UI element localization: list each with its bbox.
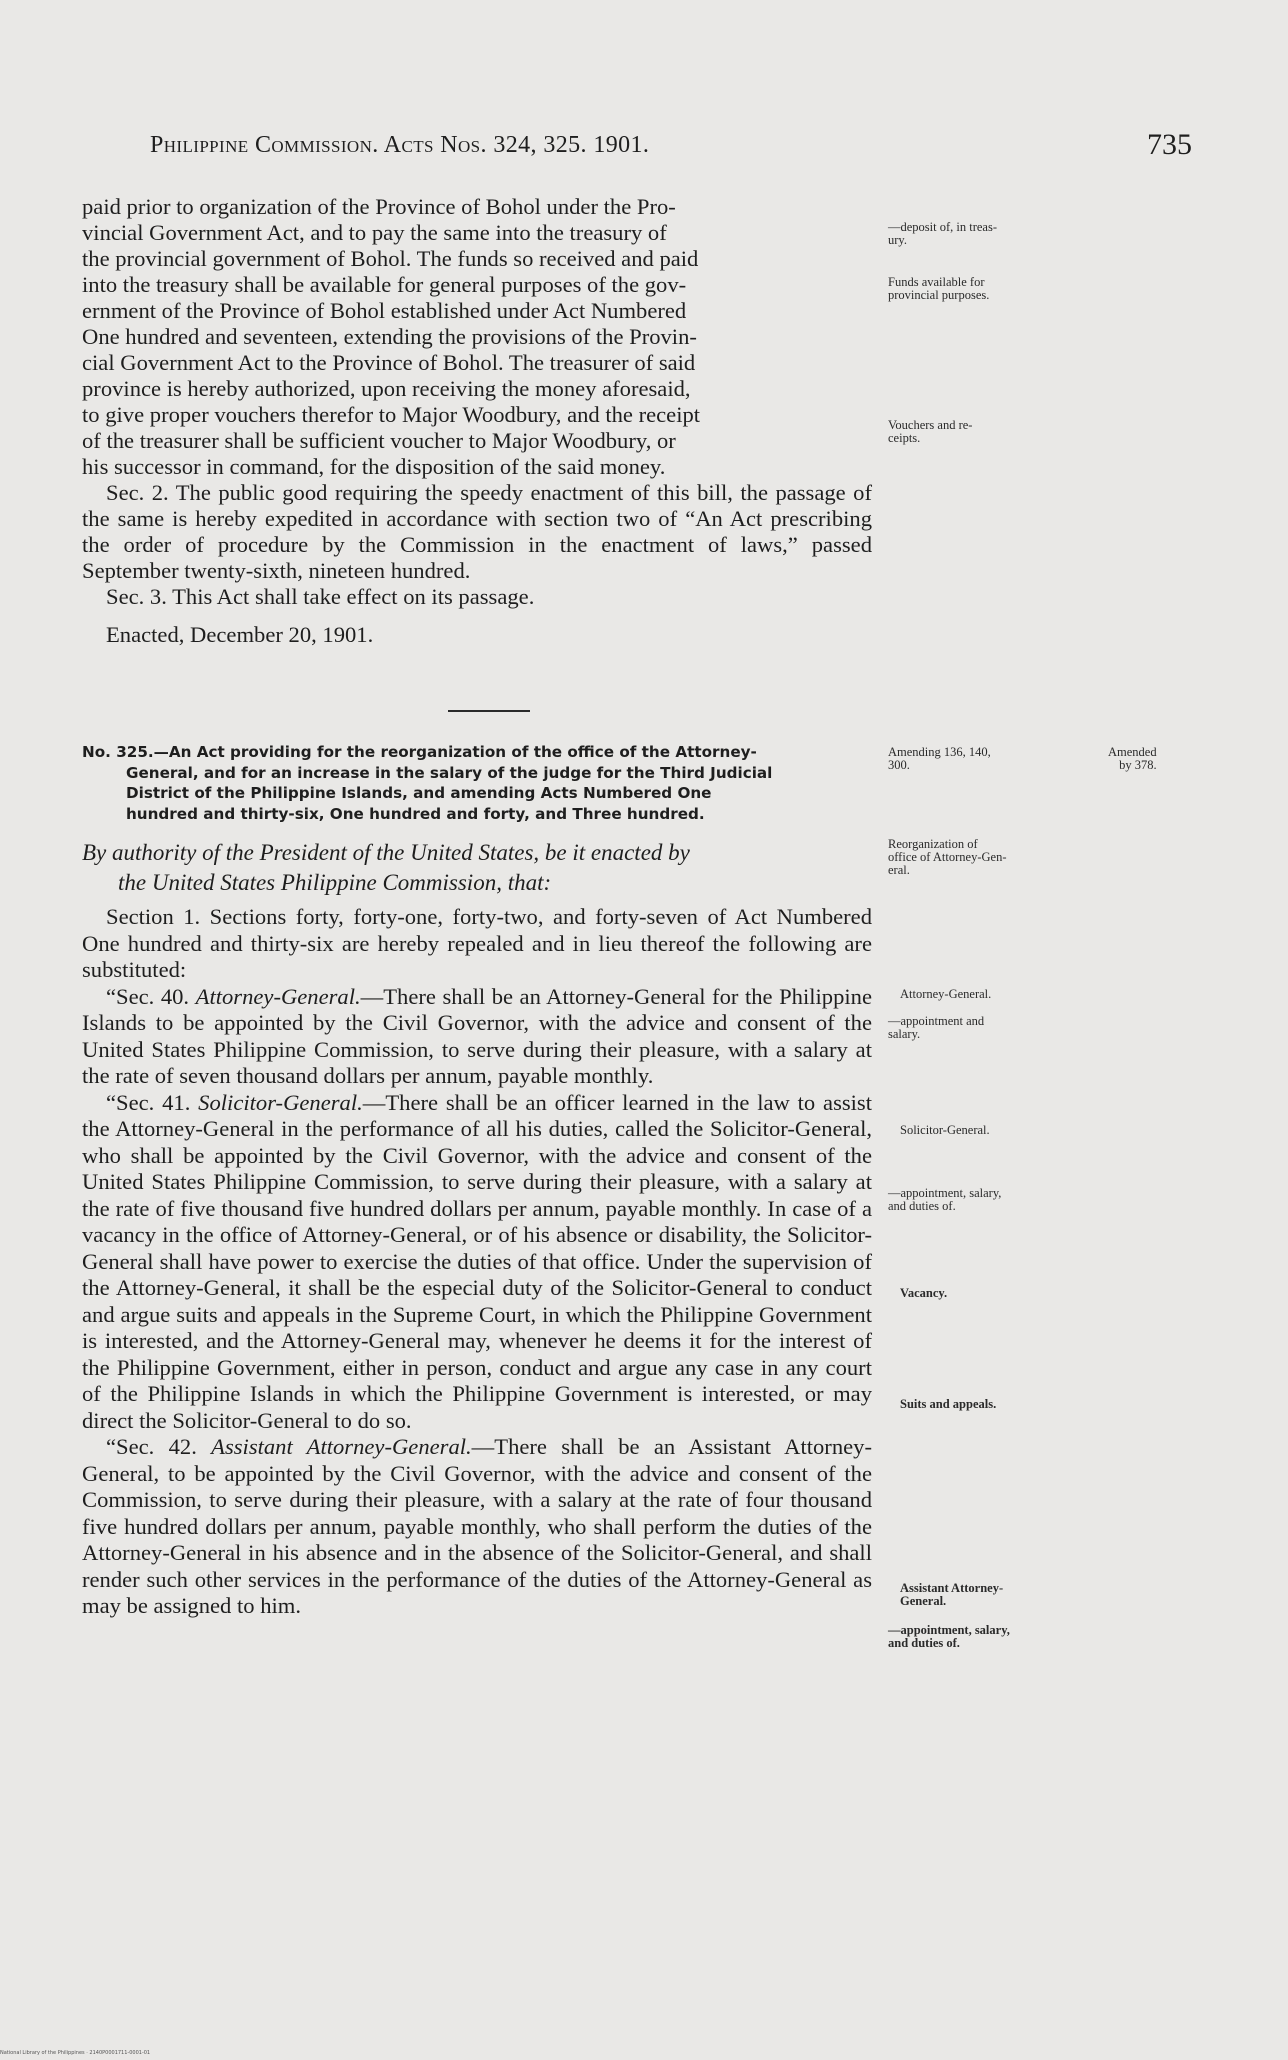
text-line: vincial Government Act, and to pay the same into the treasury of [82,220,667,245]
section-42-title: Assistant Attorney-General. [211,1434,472,1459]
section-41-paragraph [82,1090,872,1435]
margin-note-line: Reorganization of [888,837,978,851]
margin-note-vouchers [888,419,972,445]
margin-note-line: —appointment, salary, [888,1186,1002,1200]
heading-line: District of the Philippine Islands, and amending Acts Numbered One [126,784,712,802]
footer-stamp: National Library of the Philippines · 2140P0001711-0001-01 [0,2050,151,2056]
section-42-paragraph [82,1434,872,1620]
margin-note-line: Attorney-General. [900,987,992,1001]
margin-note-solicitor-general [900,1124,990,1137]
heading-line: No. 325.—An Act providing for the reorganization of the office of the Attorney- [82,743,757,761]
margin-note-line: office of Attorney-Gen- [888,850,1007,864]
section-41-text: —There shall be an officer learned in the law to assist the Attorney-General in the performance of all his duties, called the Solicitor-General, who shall be appointed by the Civil Governor, with the advice and consent of the United States Philippine Commission, to serve during their pleasure, with a salary at the rate of five thousand five hundred dollars per annum, payable monthly. In case of a vacancy in the office of Attorney-General, or of his absence or disability, the Solicitor-General shall have power to exercise the duties of that office. Under the supervision of the Attorney-General, it shall be the especial duty of the Solicitor-General to conduct and argue suits and appeals in the Supreme Court, in which the Philippine Government is interested, and the Attorney-General may, whenever he deems it for the interest of the Philippine Government, either in person, conduct and argue any case in any court of the Philippine Islands in which the Philippine Government is interested, or may direct the Solicitor-General to do so. [82,1089,872,1433]
margin-note-line: by 378. [1119,758,1157,772]
margin-note-line: —deposit of, in treas- [888,220,998,234]
enacting-clause [82,838,872,898]
act-325-heading [82,742,874,824]
section-42-text: —There shall be an Assistant Attorney-General, to be appointed by the Civil Governor, with the advice and consent of the Commission, to serve during their pleasure, with a salary at the rate of four thousand five hundred dollars per annum, payable monthly, who shall perform the duties of the Attorney-General in his absence and in the absence of the Solicitor-General, and shall render such other services in the performance of the duties of the Attorney-General as may be assigned to him. [82,1434,872,1618]
margin-note-line: 300. [888,758,910,772]
margin-note-sg-duties [888,1187,1001,1213]
margin-note-line: Assistant Attorney- [900,1581,1004,1595]
section-2-paragraph: Sec. 2. The public good requiring the speedy enactment of this bill, the passage of the same is hereby expedited in accordance with section two of “An Act prescribing the order of procedure by the Commission in the enactment of laws,” passed September twenty-sixth, nineteen hundred. [82,480,872,583]
margin-note-asst-duties [888,1624,1010,1650]
enacted-date: Enacted, December 20, 1901. [106,622,374,647]
section-42-number: “Sec. 42. [106,1434,197,1459]
act-324-continued [82,194,872,648]
margin-note-funds [888,276,989,302]
heading-line: General, and for an increase in the salary of the judge for the Third Judicial [126,763,773,782]
margin-note-line: Vouchers and re- [888,418,973,432]
running-title: Philippine Commission. Acts Nos. 324, 325. 1901. [150,132,650,158]
margin-note-line: General. [900,1594,947,1608]
section-1-paragraph: Section 1. Sections forty, forty-one, forty-two, and forty-seven of Act Numbered One hundred and thirty-six are hereby repealed and in lieu thereof the following are substituted: [82,904,872,982]
text-line: to give proper vouchers therefor to Major Woodbury, and the receipt [82,402,701,427]
section-40-number: “Sec. 40. [106,983,190,1009]
margin-note-amending [888,746,991,772]
margin-note-line: eral. [888,863,910,877]
text-line: One hundred and seventeen, extending the provisions of the Provin- [82,324,697,349]
margin-note-line: salary. [888,1027,921,1041]
section-3-paragraph: Sec. 3. This Act shall take effect on its passage. [106,584,535,609]
margin-note-line: Suits and appeals. [900,1397,997,1411]
margin-note-amended [1108,746,1157,772]
margin-note-line: and duties of. [888,1199,956,1213]
text-line: the provincial government of Bohol. The funds so received and paid [82,246,699,271]
text-line: paid prior to organization of the Province of Bohol under the Pro- [82,194,676,219]
margin-note-line: Amended [1108,745,1157,759]
enacting-line: By authority of the President of the United States, be it enacted by [82,840,690,865]
margin-note-line: Solicitor-General. [900,1123,990,1137]
running-head [150,128,1192,172]
margin-note-reorganization [888,838,1006,877]
margin-note-vacancy [900,1287,947,1300]
text-line: into the treasury shall be available for general purposes of the gov- [82,272,687,297]
text-line: his successor in command, for the disposition of the said money. [82,454,666,479]
section-40-title: Attorney-General. [195,983,361,1009]
section-40-text: —There shall be an Attorney-General for the Philippine Islands to be appointed by the Civil Governor, with the advice and consent of the United States Philippine Commission, to serve during their pleasure, with a salary at the rate of seven thousand dollars per annum, payable monthly. [82,983,872,1088]
margin-note-suits [900,1398,996,1411]
text-line: cial Government Act to the Province of Bohol. The treasurer of said [82,350,696,375]
margin-note-deposit [888,221,997,247]
margin-note-line: ceipts. [888,431,921,445]
margin-note-appointment [888,1015,984,1041]
margin-note-line: and duties of. [888,1636,960,1650]
margin-note-assistant [900,1582,1003,1608]
section-40-paragraph [82,984,872,1090]
section-41-title: Solicitor-General. [198,1089,363,1115]
text-line: of the treasurer shall be sufficient voucher to Major Woodbury, or [82,428,676,453]
margin-note-line: Amending 136, 140, [888,745,991,759]
heading-line: hundred and thirty-six, One hundred and forty, and Three hundred. [126,804,705,823]
section-divider [448,710,530,712]
act-325-sections [82,904,872,1620]
margin-note-line: —appointment, salary, [888,1623,1010,1637]
margin-note-line: Vacancy. [900,1286,948,1300]
margin-note-line: provincial purposes. [888,288,990,302]
page-number: 735 [1147,128,1192,161]
enacting-line: the United States Philippine Commission, that: [118,870,552,895]
margin-note-line: Funds available for [888,275,985,289]
margin-note-attorney-general [900,988,991,1001]
section-41-number: “Sec. 41. [106,1089,191,1115]
text-line: ernment of the Province of Bohol established under Act Numbered [82,298,687,323]
margin-note-line: ury. [888,233,907,247]
margin-note-line: —appointment and [888,1014,985,1028]
text-line: province is hereby authorized, upon receiving the money aforesaid, [82,376,691,401]
